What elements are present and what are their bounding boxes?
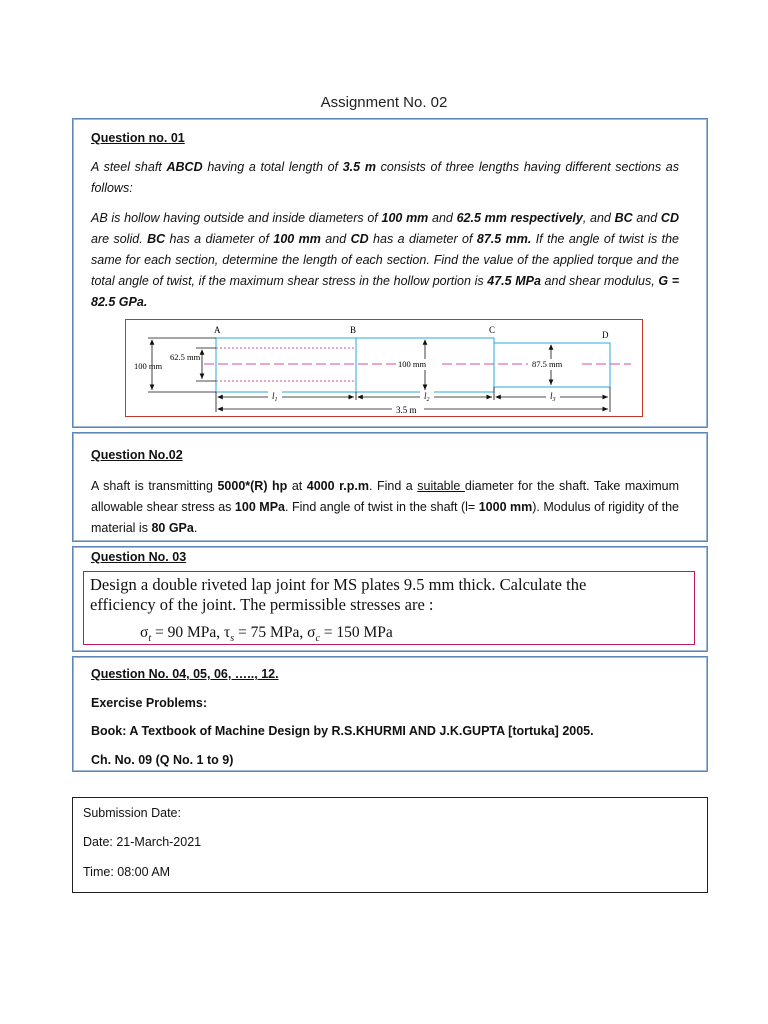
- dim-outer-label: 100 mm: [134, 361, 163, 371]
- question-4-box: [72, 656, 708, 772]
- submission-label: Submission Date:: [83, 806, 181, 820]
- question-1-intro: A steel shaft ABCD having a total length of 3.5 m consists of three lengths having different sections as follows:: [91, 160, 680, 195]
- shaft-diagram-frame: [125, 319, 643, 417]
- label-d: D: [602, 330, 609, 340]
- question-3-frame: [83, 571, 695, 645]
- question-3-line-1: Design a double riveted lap joint for MS plates 9.5 mm thick. Calculate the: [90, 575, 587, 594]
- question-3-line-2: efficiency of the joint. The permissible stresses are :: [90, 595, 434, 614]
- exercise-label: Exercise Problems:: [91, 696, 208, 710]
- dim-l2-label: $l_2$: [424, 391, 430, 403]
- submission-date: Date: 21-March-2021: [83, 835, 202, 849]
- question-2-heading: Question No.02: [91, 448, 183, 462]
- label-b: B: [350, 325, 357, 335]
- question-3-heading: Question No. 03: [91, 550, 187, 564]
- dim-bc-label: 100 mm: [398, 359, 427, 369]
- submission-time: Time: 08:00 AM: [83, 865, 171, 879]
- question-1-box: [72, 118, 708, 428]
- dim-l3-label: $l_3$: [550, 391, 556, 403]
- question-4-heading: Question No. 04, 05, 06, ….., 12.: [91, 667, 279, 681]
- question-3-stresses: $\sigma_t = 90$ MPa, $\tau_s = 75$ MPa, $\sigma_c = 150$ MPa: [140, 624, 393, 645]
- question-1-heading: Question no. 01: [91, 131, 185, 145]
- question-2-body: A shaft is transmitting 5000*(R) hp at 4000 r.p.m. Find a suitable diameter for the shaft. Take maximum allowable shear stress as 100 MPa. Find angle of twist in the shaft (l= 1000 mm). Modulus of rigidity of the material is 80 GPa.: [91, 479, 680, 535]
- chapter-reference: Ch. No. 09 (Q No. 1 to 9): [91, 753, 234, 767]
- label-a: A: [214, 325, 221, 335]
- question-2-box: [72, 432, 708, 542]
- shaft-diagram: [126, 320, 642, 416]
- dim-total-label: 3.5 m: [396, 405, 417, 415]
- page-title: Assignment No. 02: [320, 94, 448, 111]
- book-reference: Book: A Textbook of Machine Design by R.S.KHURMI AND J.K.GUPTA [tortuka] 2005.: [91, 724, 594, 738]
- dim-l1-label: $l_1$: [272, 391, 278, 403]
- question-3-box: [72, 546, 708, 652]
- dim-cd-label: 87.5 mm: [532, 359, 563, 369]
- section-ab: [216, 338, 356, 392]
- submission-box: [72, 797, 708, 893]
- question-1-body: AB is hollow having outside and inside diameters of 100 mm and 62.5 mm respectively, and BC and CD are solid. BC has a diameter of 100 mm and CD has a diameter of 87.5 mm. If the angle of twist is the same for each section, determine the length of each section. Find the value of the applied torque and the total angle of twist, if the maximum shear stress in the hollow portion is 47.5 MPa and shear modulus, G = 82.5 GPa.: [91, 211, 679, 309]
- label-c: C: [489, 325, 496, 335]
- dim-inner-label: 62.5 mm: [170, 352, 201, 362]
